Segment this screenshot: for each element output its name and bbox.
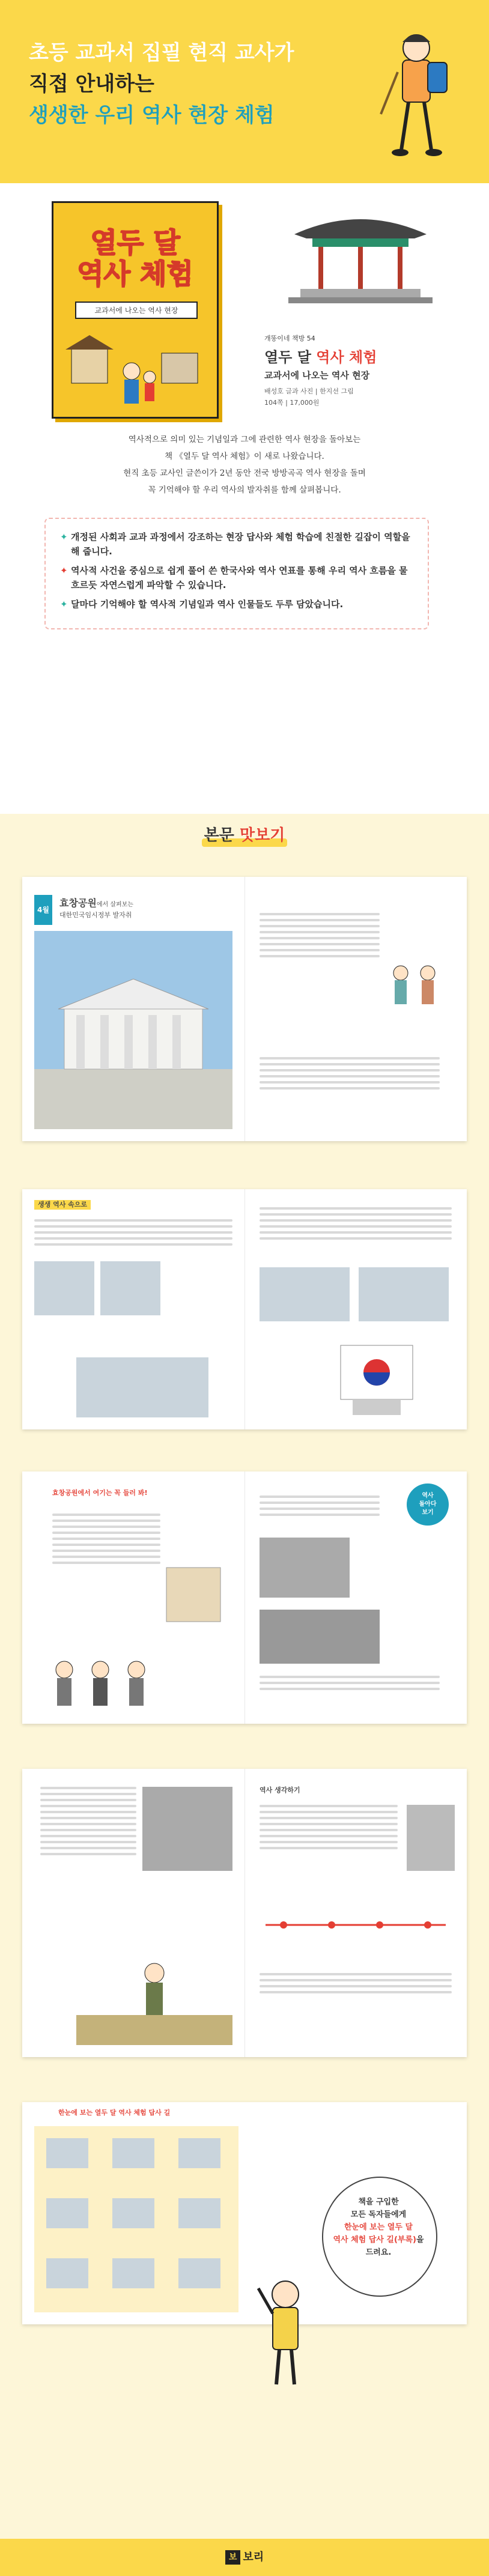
site-photo bbox=[46, 2138, 88, 2168]
book-name-plain: 열두 달 bbox=[264, 349, 311, 366]
preview-title-accent: 맛보기 bbox=[239, 826, 285, 844]
spread-text-block bbox=[260, 1496, 380, 1520]
intro-text bbox=[54, 431, 435, 499]
spread-text-block bbox=[260, 1207, 452, 1243]
bubble-line-3: 한눈에 보는 열두 달 bbox=[344, 2223, 413, 2232]
publisher-logo-text: 보리 bbox=[243, 2551, 264, 2563]
site-photo bbox=[178, 2138, 220, 2168]
book-series: 개똥이네 책방 54 bbox=[264, 335, 315, 342]
spread-gutter bbox=[244, 1471, 245, 1724]
intro-line-3: 현직 초등 교사인 글쓴이가 2년 동안 전국 방방곡곡 역사 현장을 돌며 bbox=[123, 468, 366, 478]
preview-spread-2 bbox=[22, 1189, 467, 1429]
crowd-illustration bbox=[40, 1646, 160, 1712]
preview-spread-4 bbox=[22, 1769, 467, 2057]
feature-list bbox=[44, 518, 429, 629]
site-photo bbox=[178, 2258, 220, 2288]
stamp-line: 보기 bbox=[422, 1509, 434, 1516]
preview-title bbox=[190, 818, 299, 853]
timeline-graphic bbox=[260, 1901, 452, 1949]
spread-text-block bbox=[52, 1514, 160, 1568]
sparkle-icon: ✦ bbox=[60, 565, 68, 576]
historical-photo bbox=[34, 1261, 94, 1315]
sparkle-icon: ✦ bbox=[60, 532, 68, 542]
book-name-accent: 역사 체험 bbox=[316, 349, 377, 366]
historical-photo bbox=[359, 1267, 449, 1321]
spread-text-block bbox=[260, 1057, 440, 1093]
site-photo bbox=[46, 2258, 88, 2288]
intro-line-1: 역사적으로 의미 있는 기념일과 그에 관련한 역사 현장을 돌아보는 bbox=[128, 435, 361, 444]
speech-bubble-text bbox=[322, 2196, 435, 2259]
publisher-logo bbox=[0, 2539, 489, 2576]
pavilion-illustration bbox=[282, 201, 439, 306]
spread-text-block bbox=[260, 913, 380, 961]
preview-title-plain: 본문 bbox=[204, 826, 234, 844]
sparkle-icon: ✦ bbox=[60, 599, 68, 610]
spread-header: 생생 역사 속으로 bbox=[34, 1200, 91, 1210]
book-cover-title-1: 열두 달 bbox=[90, 226, 180, 259]
preview-spread-1 bbox=[22, 877, 467, 1141]
taegukgi-monument-photo bbox=[335, 1339, 419, 1417]
spread-text-block bbox=[260, 1805, 398, 1853]
bubble-line-4-accent: 역사 체험 답사 길(부록) bbox=[333, 2235, 416, 2244]
site-photo bbox=[46, 2198, 88, 2228]
spread-text-block bbox=[40, 1787, 136, 1859]
site-photo bbox=[178, 2198, 220, 2228]
feature-item bbox=[60, 530, 413, 559]
site-photo bbox=[112, 2258, 154, 2288]
hero-title bbox=[29, 37, 294, 131]
bubble-line-1: 책을 구입한 bbox=[358, 2198, 399, 2207]
book-name bbox=[264, 345, 377, 366]
spread-place bbox=[59, 897, 133, 911]
bubble-line-5: 을 bbox=[416, 2235, 424, 2244]
site-photo bbox=[112, 2138, 154, 2168]
hero-line-1: 초등 교과서 집필 현직 교사가 bbox=[29, 41, 294, 65]
spread-header: 역사 생각하기 bbox=[260, 1786, 300, 1794]
feature-item bbox=[60, 563, 413, 592]
hiker-child-illustration bbox=[360, 24, 463, 168]
site-photo bbox=[112, 2198, 154, 2228]
people-illustration bbox=[383, 955, 455, 1021]
portrait-photo bbox=[407, 1805, 455, 1871]
spread-header: 효창공원에서 여기는 꼭 들러 봐! bbox=[52, 1489, 148, 1497]
spread-place-suffix: 에서 살펴보는 bbox=[96, 902, 133, 908]
route-map bbox=[34, 2126, 238, 2312]
hero-line-2: 직접 안내하는 bbox=[29, 72, 154, 96]
footer bbox=[0, 2539, 489, 2576]
intro-line-4: 꼭 기억해야 할 우리 역사의 발자취를 함께 살펴봅니다. bbox=[148, 485, 341, 495]
book-cover-title bbox=[53, 227, 217, 289]
hero-banner bbox=[0, 0, 489, 183]
book-cover bbox=[52, 201, 219, 419]
memorial-hall-photo bbox=[34, 931, 232, 1129]
feature-text: 역사적 사건을 중심으로 쉽게 풀어 쓴 한국사와 역사 연표를 통해 우리 역사 흐름을 물 흐르듯 자연스럽게 파악할 수 있습니다. bbox=[71, 565, 408, 590]
bubble-line-6: 드려요. bbox=[365, 2248, 392, 2257]
historical-photo bbox=[260, 1538, 350, 1598]
spread-gutter bbox=[244, 1769, 245, 2057]
feature-text: 달마다 기억해야 할 역사적 기념일과 역사 인물들도 두루 담았습니다. bbox=[71, 599, 344, 610]
stamp-line: 돌아다 bbox=[419, 1501, 437, 1508]
bubble-line-2: 모든 독자들에게 bbox=[350, 2210, 407, 2219]
historical-photo bbox=[100, 1261, 160, 1315]
preview-spread-3 bbox=[22, 1471, 467, 1724]
spread-text-block bbox=[260, 1676, 440, 1694]
feature-item bbox=[60, 597, 413, 611]
book-tagline: 교과서에 나오는 역사 현장 bbox=[264, 370, 370, 381]
bubble-line-4 bbox=[322, 2234, 435, 2246]
group-photo bbox=[260, 1610, 380, 1664]
historical-photo bbox=[260, 1267, 350, 1321]
spread-gutter bbox=[244, 877, 245, 1141]
historical-photo bbox=[142, 1787, 232, 1871]
spread-header: 한눈에 보는 열두 달 역사 체험 답사 길 bbox=[58, 2109, 171, 2117]
book-credits: 배성호 글과 사진 | 한지선 그림 bbox=[264, 387, 354, 395]
historical-photo bbox=[76, 1357, 208, 1417]
soldier-illustration bbox=[76, 1943, 232, 2045]
book-price: 104쪽 | 17,000원 bbox=[264, 399, 320, 407]
spread-text-block bbox=[34, 1219, 232, 1249]
hero-line-3: 생생한 우리 역사 현장 체험 bbox=[29, 103, 275, 127]
book-cover-illustration bbox=[59, 323, 211, 411]
stamp-line: 역사 bbox=[422, 1493, 434, 1499]
waving-child-illustration bbox=[252, 2270, 318, 2390]
intro-line-2: 책 《열두 달 역사 체험》이 새로 나왔습니다. bbox=[165, 452, 324, 461]
publisher-logo-mark: 보 bbox=[225, 2550, 241, 2565]
book-cover-title-2: 역사 체험 bbox=[77, 258, 193, 290]
book-cover-subtitle: 교과서에 나오는 역사 현장 bbox=[75, 302, 198, 319]
feature-text: 개정된 사회과 교과 과정에서 강조하는 현장 답사와 체험 학습에 친절한 길잡이 역할을 해 줍니다. bbox=[71, 532, 410, 557]
spread-text-block bbox=[260, 1973, 452, 1997]
spread-place-name: 효창공원 bbox=[59, 897, 97, 909]
document-illustration bbox=[160, 1562, 232, 1628]
history-stamp bbox=[407, 1483, 449, 1526]
spread-place-sub: 대한민국임시정부 발자취 bbox=[59, 911, 132, 919]
spread-gutter bbox=[244, 1189, 245, 1429]
month-badge: 4월 bbox=[34, 895, 52, 925]
